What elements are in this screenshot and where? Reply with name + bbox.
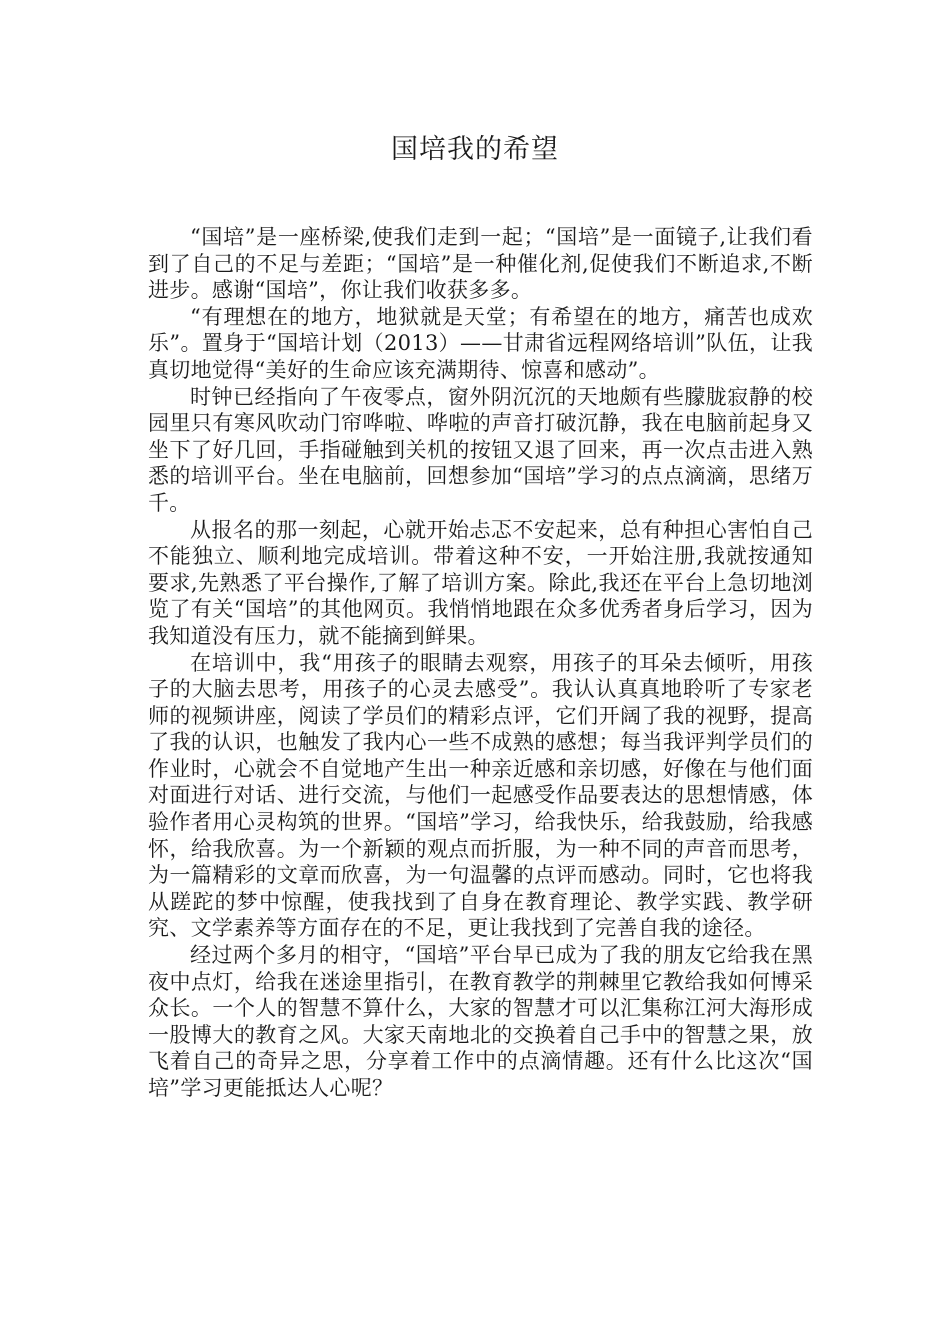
document-title: 国培我的希望	[391, 134, 559, 165]
document-body	[148, 224, 813, 1102]
paragraph: 经过两个多月的相守，“国培”平台早已成为了我的朋友它给我在黑夜中点灯，给我在迷途里指引，在教育教学的荆棘里它教给我如何博采众长。一个人的智慧不算什么，大家的智慧才可以汇集称江河大海形成一股博大的教育之风。大家天南地北的交换着自己手中的智慧之果，放飞着自己的奇异之思，分享着工作中的点滴情趣。还有什么比这次“国培”学习更能抵达人心呢？	[148, 943, 813, 1100]
paragraph: 从报名的那一刻起，心就开始忐忑不安起来，总有种担心害怕自己不能独立、顺利地完成培训。带着这种不安，一开始注册,我就按通知要求,先熟悉了平台操作,了解了培训方案。除此,我还在平台上急切地浏览了有关“国培”的其他网页。我悄悄地跟在众多优秀者身后学习，因为我知道没有压力，就不能摘到鲜果。	[148, 517, 813, 648]
paragraph: “国培”是一座桥梁,使我们走到一起；“国培”是一面镜子,让我们看到了自己的不足与差距；“国培”是一种催化剂,促使我们不断追求,不断进步。感谢“国培”，你让我们收获多多。	[148, 225, 813, 303]
paragraph: 在培训中，我“用孩子的眼睛去观察，用孩子的耳朵去倾听，用孩子的大脑去思考，用孩子的心灵去感受”。我认认真真地聆听了专家老师的视频讲座，阅读了学员们的精彩点评，它们开阔了我的视野，提高了我的认识，也触发了我内心一些不成熟的感想；每当我评判学员们的作业时，心就会不自觉地产生出一种亲近感和亲切感，好像在与他们面对面进行对话、进行交流，与他们一起感受作品要表达的思想情感，体验作者用心灵构筑的世界。“国培”学习，给我快乐，给我鼓励，给我感怀，给我欣喜。为一个新颖的观点而折服，为一种不同的声音而思考，为一篇精彩的文章而欣喜，为一句温馨的点评而感动。同时，它也将我从蹉跎的梦中惊醒，使我找到了自身在教育理论、教学实践、教学研究、文学素养等方面存在的不足，更让我找到了完善自我的途径。	[148, 650, 813, 941]
paragraph: 时钟已经指向了午夜零点，窗外阴沉沉的天地颇有些朦胧寂静的校园里只有寒风吹动门帘哗啦、哗啦的声音打破沉静，我在电脑前起身又坐下了好几回，手指碰触到关机的按钮又退了回来，再一次点击进入熟悉的培训平台。坐在电脑前，回想参加“国培”学习的点点滴滴，思绪万千。	[148, 384, 813, 515]
paragraph: “有理想在的地方，地狱就是天堂；有希望在的地方，痛苦也成欢乐”。置身于“国培计划（2013）——甘肃省远程网络培训”队伍，让我真切地觉得“美好的生命应该充满期待、惊喜和感动”。	[148, 304, 813, 382]
